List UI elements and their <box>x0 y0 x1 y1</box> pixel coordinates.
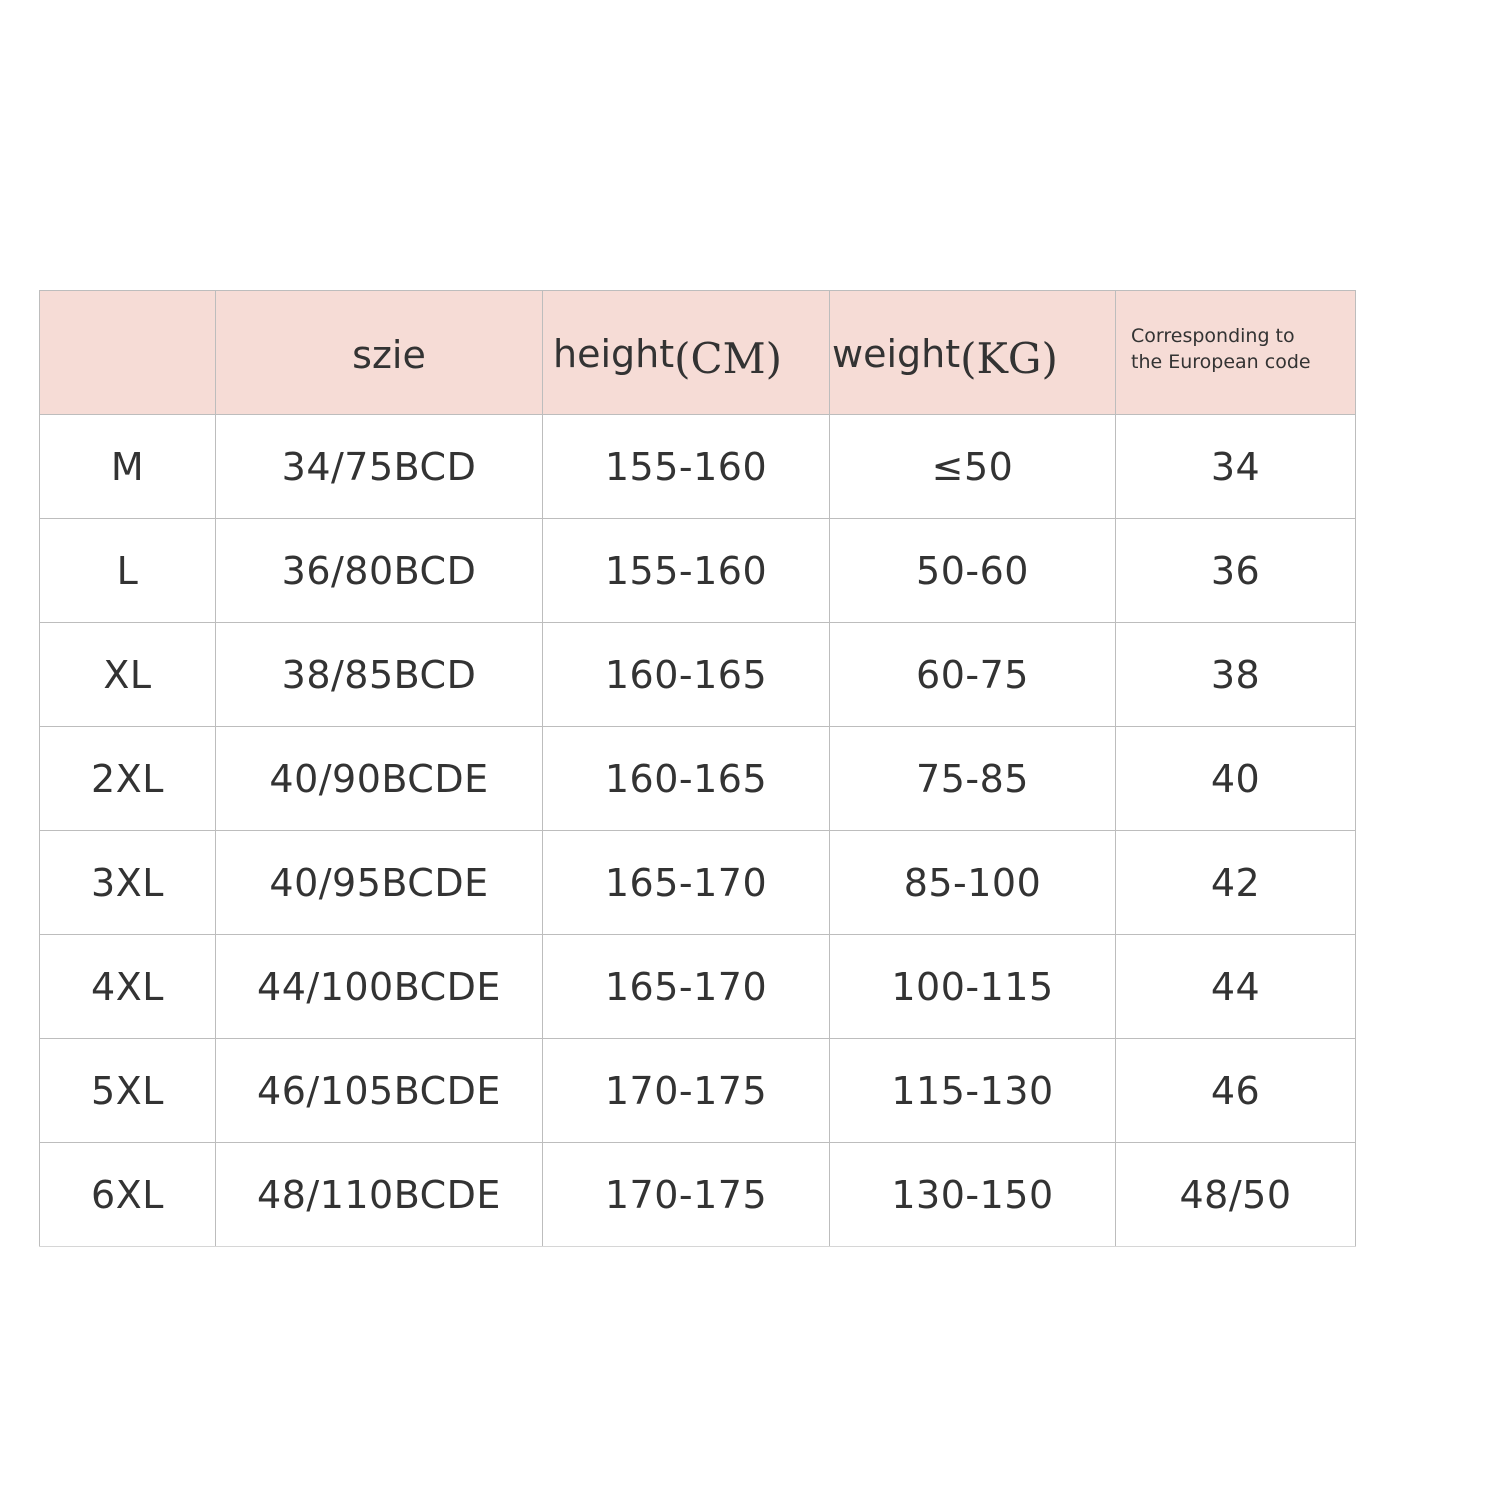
header-european-code-line2: the European code <box>1131 350 1311 373</box>
row-weight: 50-60 <box>830 519 1116 623</box>
row-label: 3XL <box>40 831 216 935</box>
row-size: 46/105BCDE <box>216 1039 543 1143</box>
header-weight <box>830 291 1116 415</box>
row-label: M <box>40 415 216 519</box>
row-label: 4XL <box>40 935 216 1039</box>
row-height: 165-170 <box>543 935 830 1039</box>
header-size: szie <box>216 291 543 415</box>
row-height: 170-175 <box>543 1039 830 1143</box>
table-row <box>40 935 1356 1039</box>
header-row <box>40 291 1356 415</box>
row-size: 44/100BCDE <box>216 935 543 1039</box>
table-row <box>40 1039 1356 1143</box>
header-height-unit: (CM) <box>674 334 783 383</box>
row-label: 5XL <box>40 1039 216 1143</box>
row-height: 170-175 <box>543 1143 830 1247</box>
row-label: 2XL <box>40 727 216 831</box>
header-weight-unit: (KG) <box>960 334 1058 383</box>
row-weight: 115-130 <box>830 1039 1116 1143</box>
row-label: L <box>40 519 216 623</box>
table-row <box>40 623 1356 727</box>
row-label: XL <box>40 623 216 727</box>
row-eu-code: 40 <box>1116 727 1356 831</box>
header-weight-word: weight <box>832 332 961 376</box>
row-height: 160-165 <box>543 623 830 727</box>
row-height: 155-160 <box>543 415 830 519</box>
row-weight: 75-85 <box>830 727 1116 831</box>
row-weight: 100-115 <box>830 935 1116 1039</box>
header-blank-cell <box>40 291 216 415</box>
row-eu-code: 36 <box>1116 519 1356 623</box>
row-eu-code: 34 <box>1116 415 1356 519</box>
header-european-code-line1: Corresponding to <box>1131 324 1295 347</box>
row-height: 155-160 <box>543 519 830 623</box>
header-height-word: height <box>553 332 675 376</box>
row-weight: ≤50 <box>830 415 1116 519</box>
row-size: 40/95BCDE <box>216 831 543 935</box>
table-row <box>40 1143 1356 1247</box>
row-height: 165-170 <box>543 831 830 935</box>
row-eu-code: 38 <box>1116 623 1356 727</box>
size-chart-table <box>39 290 1356 1247</box>
row-size: 38/85BCD <box>216 623 543 727</box>
row-size: 40/90BCDE <box>216 727 543 831</box>
table-row <box>40 831 1356 935</box>
row-height: 160-165 <box>543 727 830 831</box>
table-row <box>40 727 1356 831</box>
row-eu-code: 48/50 <box>1116 1143 1356 1247</box>
row-eu-code: 42 <box>1116 831 1356 935</box>
row-weight: 60-75 <box>830 623 1116 727</box>
row-weight: 85-100 <box>830 831 1116 935</box>
table-row <box>40 415 1356 519</box>
header-height <box>543 291 830 415</box>
table-row <box>40 519 1356 623</box>
header-european-code <box>1116 291 1356 415</box>
row-eu-code: 44 <box>1116 935 1356 1039</box>
row-eu-code: 46 <box>1116 1039 1356 1143</box>
row-size: 36/80BCD <box>216 519 543 623</box>
row-label: 6XL <box>40 1143 216 1247</box>
row-size: 48/110BCDE <box>216 1143 543 1247</box>
row-size: 34/75BCD <box>216 415 543 519</box>
row-weight: 130-150 <box>830 1143 1116 1247</box>
